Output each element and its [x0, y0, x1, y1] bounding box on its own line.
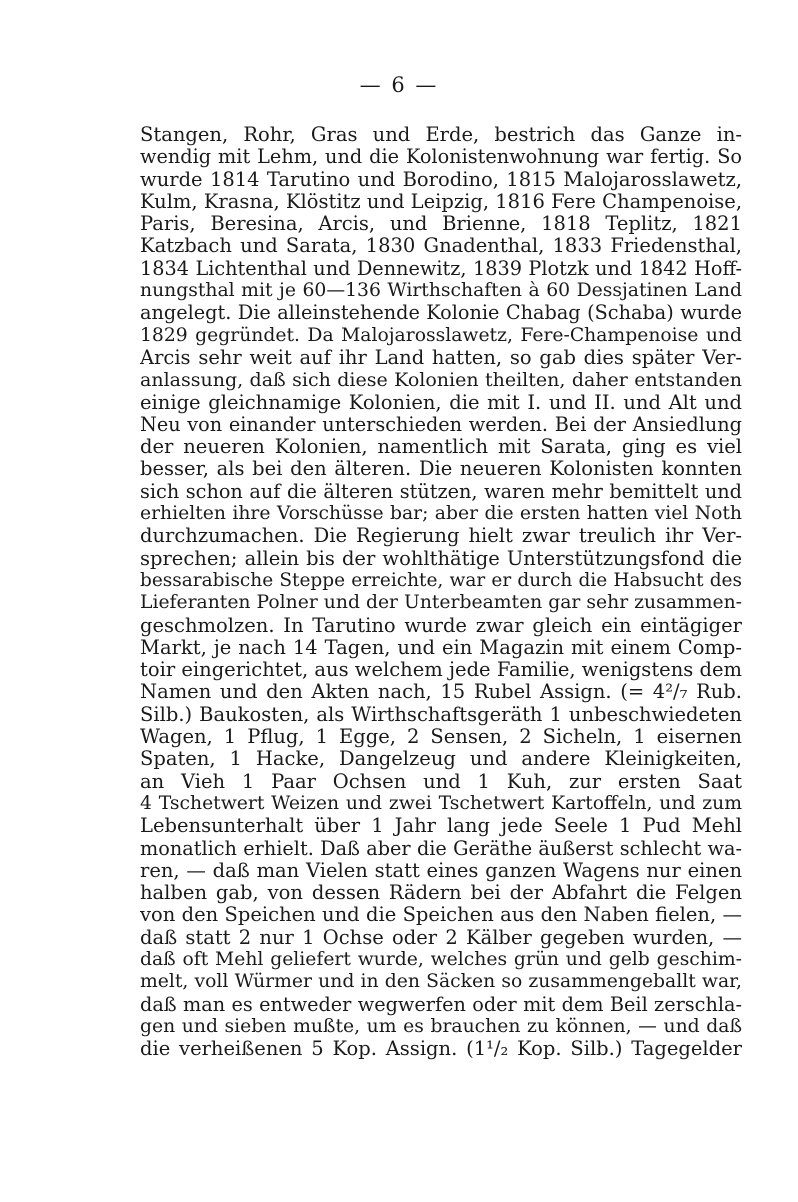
- text-line: die verheißenen 5 Kop. Assign. (1¹/₂ Kop. Silb.) Tagegelder: [140, 1038, 742, 1061]
- text-line: an Vieh 1 Paar Ochsen und 1 Kuh, zur ersten Saat: [140, 770, 742, 793]
- text-line: Namen und den Akten nach, 15 Rubel Assign. (= 4²/₇ Rub.: [140, 681, 742, 704]
- text-line: durchzumachen. Die Regierung hielt zwar treulich ihr Ver-: [140, 525, 742, 548]
- text-line: daß man es entweder wegwerfen oder mit dem Beil zerschla-: [140, 993, 742, 1016]
- text-line: von den Speichen und die Speichen aus den Naben fielen, —: [140, 904, 742, 927]
- text-line: erhielten ihre Vorschüsse bar; aber die ersten hatten viel Noth: [140, 503, 742, 525]
- text-line: Kulm, Krasna, Klöstitz und Leipzig, 1816 Fere Champenoise,: [140, 190, 742, 213]
- text-line: halben gab, von dessen Rädern bei der Abfahrt die Felgen: [140, 882, 742, 905]
- text-line: Stangen, Rohr, Gras und Erde, bestrich das Ganze in-: [140, 124, 742, 146]
- text-line: sprechen; allein bis der wohlthätige Unterstützungsfond die: [140, 547, 742, 570]
- text-line: wurde 1814 Tarutino und Borodino, 1815 Malojarosslawetz,: [140, 168, 742, 191]
- text-line: Lieferanten Polner und der Unterbeamten gar sehr zusammen-: [140, 592, 742, 614]
- text-line: anlassung, daß sich diese Kolonien theilten, daher entstanden: [140, 369, 742, 392]
- text-line: einige gleichnamige Kolonien, die mit I. und II. und Alt und: [140, 391, 742, 414]
- page-number: — 6 —: [359, 73, 439, 97]
- text-line: wendig mit Lehm, und die Kolonistenwohnung war fertig. So: [140, 146, 742, 169]
- text-line: besser, als bei den älteren. Die neueren Kolonisten konnten: [140, 458, 742, 481]
- text-line: geschmolzen. In Tarutino wurde zwar gleich ein eintägiger: [140, 614, 742, 637]
- text-line: melt, voll Würmer und in den Säcken so zusammengeballt war,: [140, 971, 742, 993]
- text-line: Paris, Beresina, Arcis, und Brienne, 1818 Teplitz, 1821: [140, 213, 742, 236]
- text-line: toir eingerichtet, aus welchem jede Familie, wenigstens dem: [140, 659, 742, 682]
- text-line: Katzbach und Sarata, 1830 Gnadenthal, 1833 Friedensthal,: [140, 235, 742, 258]
- text-line: gen und sieben mußte, um es brauchen zu können, — und daß: [140, 1015, 742, 1037]
- body-text: [140, 124, 742, 1060]
- text-line: 4 Tschetwert Weizen und zwei Tschetwert Kartoffeln, und zum: [140, 792, 742, 814]
- text-line: angelegt. Die alleinstehende Kolonie Chabag (Schaba) wurde: [140, 302, 742, 325]
- text-line: ren, — daß man Vielen statt eines ganzen Wagens nur einen: [140, 859, 742, 882]
- text-line: monatlich erhielt. Daß aber die Geräthe äußerst schlecht wa-: [140, 837, 742, 860]
- text-line: der neueren Kolonien, namentlich mit Sarata, ging es viel: [140, 436, 742, 459]
- text-line: nungsthal mit je 60—136 Wirthschaften à 60 Dessjatinen Land: [140, 280, 742, 302]
- text-line: bessarabische Steppe erreichte, war er durch die Habsucht des: [140, 569, 742, 591]
- text-line: Silb.) Baukosten, als Wirthschaftsgeräth 1 unbeschwiedeten: [140, 703, 742, 726]
- text-line: 1829 gegründet. Da Malojarosslawetz, Fere-Champenoise und: [140, 324, 742, 346]
- text-line: Neu von einander unterschieden werden. Bei der Ansiedlung: [140, 413, 742, 436]
- text-line: daß statt 2 nur 1 Ochse oder 2 Kälber gegeben wurden, —: [140, 926, 742, 949]
- text-line: 1834 Lichtenthal und Dennewitz, 1839 Plotzk und 1842 Hoff-: [140, 257, 742, 280]
- text-line: Markt, je nach 14 Tagen, und ein Magazin mit einem Comp-: [140, 636, 742, 659]
- text-line: Spaten, 1 Hacke, Dangelzeug und andere Kleinigkeiten,: [140, 748, 742, 771]
- text-line: sich schon auf die älteren stützen, waren mehr bemittelt und: [140, 480, 742, 503]
- text-line: Arcis sehr weit auf ihr Land hatten, so gab dies später Ver-: [140, 346, 742, 369]
- text-line: Lebensunterhalt über 1 Jahr lang jede Seele 1 Pud Mehl: [140, 815, 742, 838]
- text-line: daß oft Mehl geliefert wurde, welches grün und gelb geschim-: [140, 948, 742, 970]
- text-line: Wagen, 1 Pflug, 1 Egge, 2 Sensen, 2 Sicheln, 1 eisernen: [140, 726, 742, 749]
